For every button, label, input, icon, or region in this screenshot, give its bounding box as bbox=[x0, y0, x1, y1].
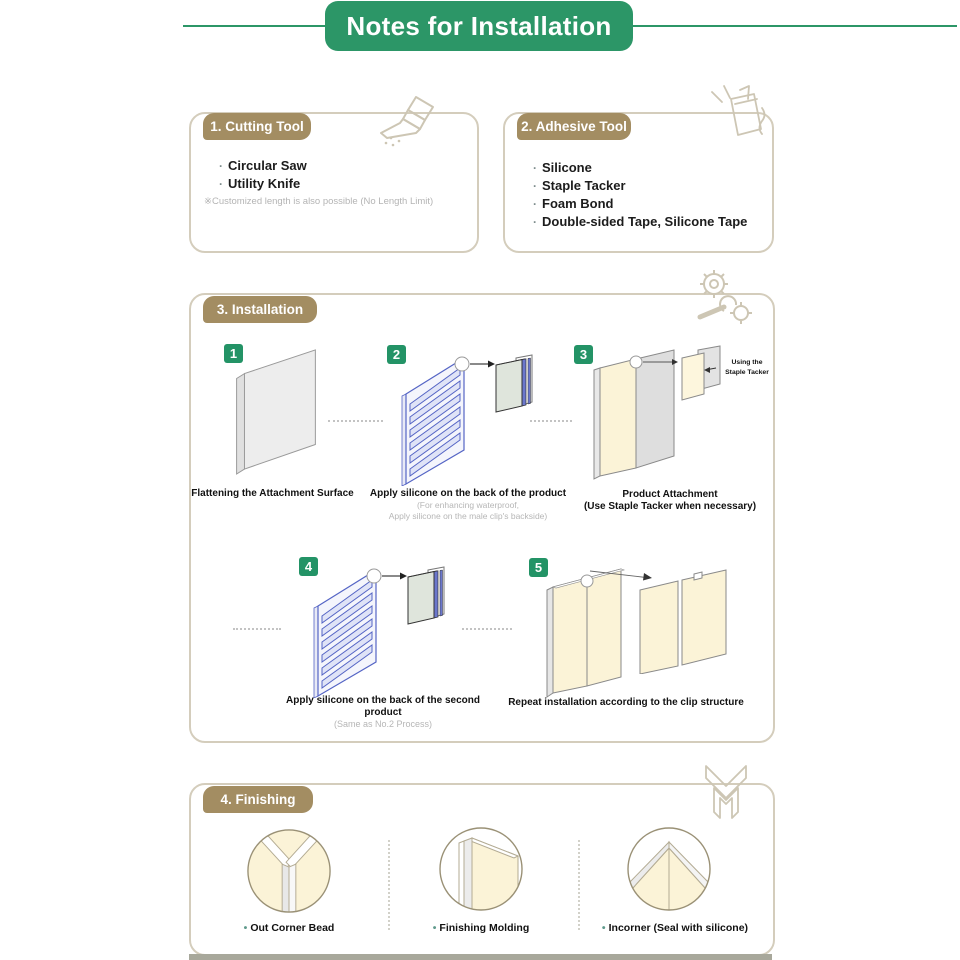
adhesive-tool-list bbox=[533, 159, 747, 231]
out-corner-bead-diagram bbox=[245, 827, 333, 915]
step4-caption bbox=[270, 695, 496, 730]
incorner-diagram bbox=[626, 826, 712, 912]
list-item bbox=[533, 213, 747, 231]
step4-subcaption: (Same as No.2 Process) bbox=[333, 719, 433, 729]
list-item-label: Utility Knife bbox=[228, 176, 301, 191]
list-item bbox=[533, 177, 747, 195]
bullet-icon: · bbox=[533, 161, 537, 175]
gear-wrench-icon bbox=[690, 264, 754, 324]
list-item bbox=[533, 159, 747, 177]
installation-label: 3. Installation bbox=[203, 296, 317, 323]
finishing-label: 4. Finishing bbox=[203, 786, 313, 813]
step-number-4: 4 bbox=[299, 557, 318, 576]
step-number-5: 5 bbox=[529, 558, 548, 577]
finishing-item-caption bbox=[396, 922, 566, 934]
step2-caption-text: Apply silicone on the back of the product bbox=[369, 488, 567, 499]
bullet-icon: · bbox=[219, 177, 223, 191]
step4-caption-text: Apply silicone on the back of the second product bbox=[286, 695, 480, 718]
list-item-label: Silicone bbox=[542, 160, 592, 175]
annotation-line-2: Staple Tacker bbox=[725, 369, 769, 376]
bullet-icon: · bbox=[533, 197, 537, 211]
product-attachment-illustration-step3 bbox=[586, 344, 724, 482]
list-item bbox=[219, 157, 307, 175]
silicone-tube-icon bbox=[698, 84, 766, 150]
list-item-label: Staple Tacker bbox=[542, 178, 626, 193]
list-item bbox=[219, 175, 307, 193]
finishing-molding-diagram bbox=[438, 826, 524, 912]
dotted-separator bbox=[233, 628, 281, 630]
step-number-2: 2 bbox=[387, 345, 406, 364]
step1-caption: Flattening the Attachment Surface bbox=[191, 488, 354, 499]
dotted-separator bbox=[328, 420, 383, 422]
dotted-separator bbox=[578, 840, 580, 930]
dotted-separator bbox=[388, 840, 390, 930]
finishing-item-label: Incorner (Seal with silicone) bbox=[608, 922, 749, 934]
finishing-item-label: Finishing Molding bbox=[439, 922, 530, 934]
list-item-label: Foam Bond bbox=[542, 196, 614, 211]
dotted-separator bbox=[462, 628, 512, 630]
cutting-tool-list bbox=[219, 157, 307, 193]
silicone-application-illustration-step4 bbox=[310, 562, 452, 698]
bullet-icon: • bbox=[432, 922, 437, 934]
utility-knife-icon bbox=[372, 92, 440, 148]
step-number-1: 1 bbox=[224, 344, 243, 363]
step5-caption: Repeat installation according to the clip structure bbox=[508, 697, 744, 708]
clip-alignment-arrow bbox=[588, 568, 660, 584]
bullet-icon: · bbox=[533, 215, 537, 229]
list-item bbox=[533, 195, 747, 213]
list-item-label: Circular Saw bbox=[228, 158, 307, 173]
annotation-line-1: Using the bbox=[731, 359, 763, 366]
step3-caption bbox=[568, 489, 772, 513]
page-title: Notes for Installation bbox=[325, 1, 633, 51]
next-section-edge bbox=[189, 954, 772, 960]
bullet-icon: · bbox=[219, 159, 223, 173]
bullet-icon: • bbox=[243, 922, 248, 934]
finishing-item-label: Out Corner Bead bbox=[250, 922, 335, 934]
finishing-item-caption bbox=[203, 922, 375, 934]
list-item-label: Double-sided Tape, Silicone Tape bbox=[542, 214, 748, 229]
silicone-application-illustration-step2 bbox=[398, 350, 540, 486]
cutting-tool-label: 1. Cutting Tool bbox=[203, 113, 311, 140]
finishing-item-caption bbox=[580, 922, 770, 934]
bullet-icon: · bbox=[533, 179, 537, 193]
corner-molding-icon bbox=[700, 762, 756, 826]
step3-caption-text: Product Attachment bbox=[622, 489, 718, 500]
step2-caption bbox=[366, 488, 570, 522]
step-number-3: 3 bbox=[574, 345, 593, 364]
bullet-icon: • bbox=[601, 922, 606, 934]
cutting-note: ※Customized length is also possible (No Length Limit) bbox=[204, 196, 434, 207]
step2-subcaption-1: (For enhancing waterproof, bbox=[416, 500, 520, 510]
staple-tacker-annotation bbox=[721, 358, 773, 378]
adhesive-tool-label: 2. Adhesive Tool bbox=[517, 113, 631, 140]
step3-caption-text2: (Use Staple Tacker when necessary) bbox=[583, 501, 757, 512]
step2-subcaption-2: Apply silicone on the male clip's backside) bbox=[388, 511, 548, 521]
panel-illustration-step1 bbox=[230, 347, 320, 475]
